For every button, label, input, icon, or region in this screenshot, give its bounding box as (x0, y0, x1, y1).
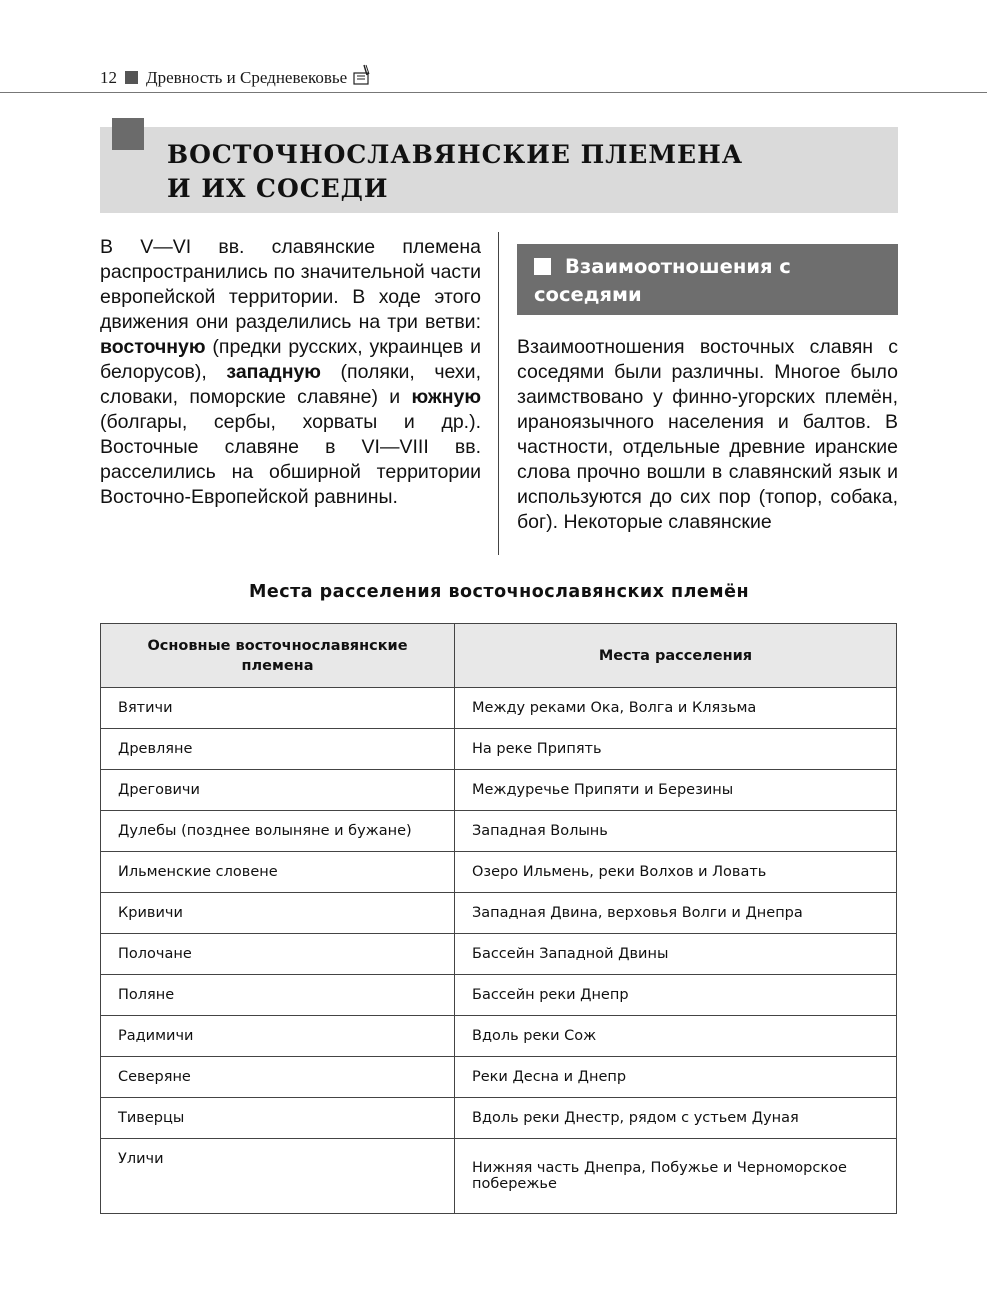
chapter-square-marker (112, 118, 144, 150)
chapter-title-line-1: ВОСТОЧНОСЛАВЯНСКИЕ ПЛЕМЕНА (167, 140, 744, 169)
tribe-cell: Уличи (101, 1139, 455, 1214)
chapter-title-line-2: И ИХ СОСЕДИ (167, 174, 389, 203)
header-square-marker (125, 71, 138, 84)
table-row (101, 729, 897, 770)
subheading-box (517, 244, 898, 315)
table-row (101, 1016, 897, 1057)
book-pencil-icon (353, 64, 371, 91)
table-row (101, 770, 897, 811)
tribe-cell: Поляне (101, 975, 455, 1016)
tribe-cell: Полочане (101, 934, 455, 975)
tribe-cell: Вятичи (101, 688, 455, 729)
tribe-cell: Радимичи (101, 1016, 455, 1057)
table-row (101, 975, 897, 1016)
header-rule (0, 92, 987, 93)
page-number: 12 (100, 67, 117, 87)
tribe-cell: Ильменские словене (101, 852, 455, 893)
place-cell: Вдоль реки Днестр, рядом с устьем Дуная (455, 1098, 897, 1139)
term-west: западную (226, 361, 321, 383)
table-title: Места расселения восточнославянских племён (248, 582, 750, 602)
term-east: восточную (100, 336, 206, 358)
header-places: Места расселения (455, 624, 897, 688)
tribe-cell: Тиверцы (101, 1098, 455, 1139)
chapter-title (167, 138, 867, 206)
place-cell: Бассейн реки Днепр (455, 975, 897, 1016)
running-header (100, 64, 371, 91)
header-tribes: Основные восточнославянские племена (101, 624, 455, 688)
intro-paragraph: В V—VI вв. славянские племена распространились по значительной части европейской территории. В ходе этого движения они разделились на три ветви: восточную (предки русских, украинцев и белорусов), западную (поляки, чехи, словаки, поморские славяне) и южную (болгары, сербы, хорваты и др.). Восточные славяне в VI—VIII вв. расселились на обширной территории Восточно-Европейской равнины. (100, 236, 481, 508)
tribe-cell: Кривичи (101, 893, 455, 934)
relations-paragraph: Взаимоотношения восточных славян с соседями были различны. Многое было заимствовано у финно-угорских племён, ираноязычного населения и балтов. В частности, отдельные древние иранские слова прочно вошли в славянский язык и используются до сих пор (топор, собака, бог). Некоторые славянские (517, 336, 898, 533)
place-cell: Нижняя часть Днепра, Побужье и Черноморское побережье (455, 1139, 897, 1214)
term-south: южную (411, 386, 481, 408)
table-row (101, 688, 897, 729)
place-cell: Западная Волынь (455, 811, 897, 852)
table-header-row (101, 624, 897, 688)
column-divider (498, 232, 499, 555)
section-title: Древность и Средневековье (146, 67, 348, 87)
place-cell: Реки Десна и Днепр (455, 1057, 897, 1098)
table-row (101, 934, 897, 975)
place-cell: На реке Припять (455, 729, 897, 770)
left-column-text (100, 235, 481, 510)
tribe-cell: Древляне (101, 729, 455, 770)
place-cell: Междуречье Припяти и Березины (455, 770, 897, 811)
table-row (101, 1139, 897, 1214)
place-cell: Западная Двина, верховья Волги и Днепра (455, 893, 897, 934)
tribe-cell: Дулебы (позднее волыняне и бужане) (101, 811, 455, 852)
place-cell: Вдоль реки Сож (455, 1016, 897, 1057)
table-row (101, 852, 897, 893)
table-row (101, 811, 897, 852)
table-row (101, 1057, 897, 1098)
tribes-table (100, 623, 897, 1214)
right-column-text (517, 335, 898, 535)
place-cell: Между реками Ока, Волга и Клязьма (455, 688, 897, 729)
place-cell: Бассейн Западной Двины (455, 934, 897, 975)
tribe-cell: Северяне (101, 1057, 455, 1098)
table-row (101, 1098, 897, 1139)
table-row (101, 893, 897, 934)
subheading: Взаимоотношения с соседями (534, 255, 791, 306)
place-cell: Озеро Ильмень, реки Волхов и Ловать (455, 852, 897, 893)
tribe-cell: Дреговичи (101, 770, 455, 811)
